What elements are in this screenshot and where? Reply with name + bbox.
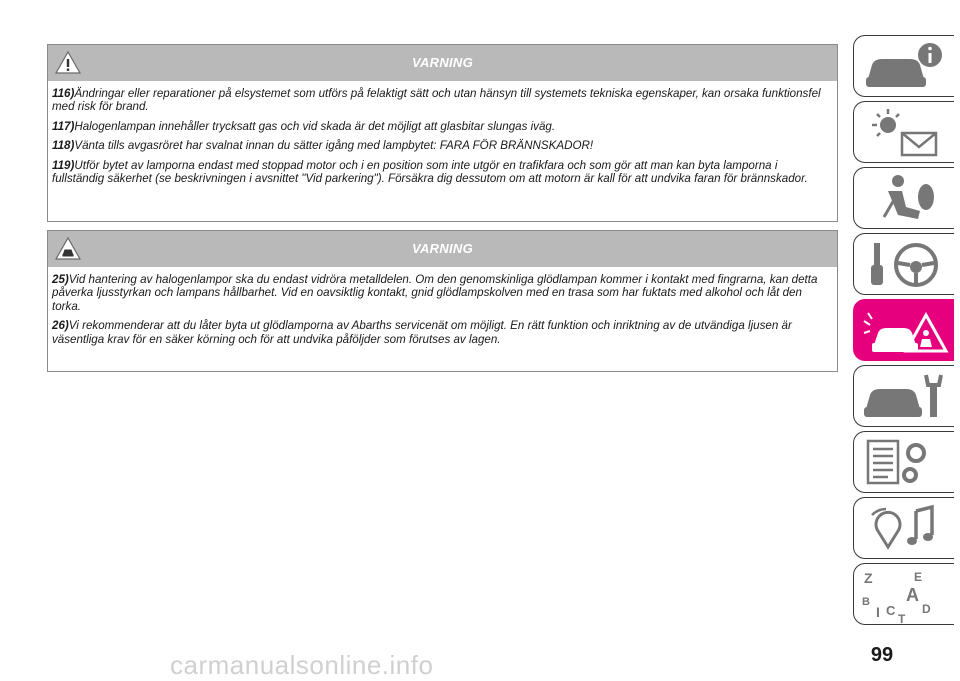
tab-safety[interactable] [853, 167, 954, 229]
tab-in-an-emergency[interactable] [853, 299, 954, 361]
index-letter: Z [864, 570, 873, 586]
warning-box-1 [47, 44, 838, 222]
location-music-icon [858, 501, 950, 557]
index-letter: B [862, 596, 870, 608]
warning-box-2 [47, 230, 838, 372]
index-letter: C [886, 603, 896, 618]
warning-title-2: VARNING [411, 241, 474, 256]
car-info-icon [858, 39, 950, 95]
warning-body-1 [48, 81, 837, 185]
warning-item: 26)Vi rekommenderar att du låter byta ut glödlamporna av Abarths servicenät om möjligt. En rätt funktion och inriktning av de utvändiga ljusen är väsentliga krav för en säker körning och för att undvika påföljder som förutses av lagen. [52, 319, 792, 346]
warning-item: 25)Vid hantering av halogenlampor ska du endast vidröra metalldelen. Om den genomskinliga glödlampan kommer i kontakt med fingrarna, kan detta påverka ljusstyrkan och lampans hållbarhet. Vid en oavsiktlig kontakt, gnid glödlampskolven med en trasa som har fuktats med alkohol och låt den torka. [52, 273, 818, 313]
warning-body-2 [48, 267, 837, 346]
index-letter: D [922, 602, 931, 616]
warning-header-2 [48, 231, 837, 267]
car-wrench-icon [858, 369, 950, 425]
tab-technical-specifications[interactable] [853, 431, 954, 493]
warning-item: 118)Vänta tills avgasröret har svalnat innan du sätter igång med lampbytet: FARA FÖR BRÄNNSKADOR! [52, 139, 594, 153]
car-emergency-icon [858, 303, 950, 359]
warning-title-1: VARNING [411, 55, 474, 70]
index-letter: T [898, 612, 906, 623]
alphabet-index-icon [858, 567, 950, 623]
index-letter: A [906, 585, 919, 605]
seat-airbag-icon [858, 171, 950, 227]
watermark: carmanualsonline.info [170, 650, 434, 680]
warning-item: 116)Ändringar eller reparationer på elsystemet som utförs på felaktigt sätt och utan hänsyn till systemets tekniska egenskaper, kan orsaka funktionsfel med risk för brand. [52, 87, 821, 114]
index-letter: E [914, 570, 923, 584]
index-letter: I [876, 604, 880, 620]
tab-servicing-care[interactable] [853, 365, 954, 427]
list-gears-icon [858, 435, 950, 491]
warning-item: 117)Halogenlampan innehåller trycksatt gas och vid skada är det möjligt att glasbitar slungas iväg. [52, 119, 556, 133]
key-steering-wheel-icon [858, 237, 950, 293]
warning-item: 119)Utför bytet av lamporna endast med stoppad motor och i en position som inte utgör en trafikfara och som gör att man kan byta lamporna i fullständig säkerhet (se beskrivningen i avsnittet "Vid parkering"). Försäkra dig dessutom om att motorn är kall för att undvika faran för brännskador. [52, 158, 808, 186]
tab-multimedia[interactable] [853, 497, 954, 559]
tab-getting-to-know-car[interactable] [853, 35, 954, 97]
warning-header-1 [48, 45, 837, 81]
page-number: 99 [870, 644, 894, 666]
tab-warning-lights-messages[interactable] [853, 101, 954, 163]
tab-index[interactable] [853, 563, 954, 625]
warning-light-envelope-icon [858, 105, 950, 161]
tab-starting-driving[interactable] [853, 233, 954, 295]
